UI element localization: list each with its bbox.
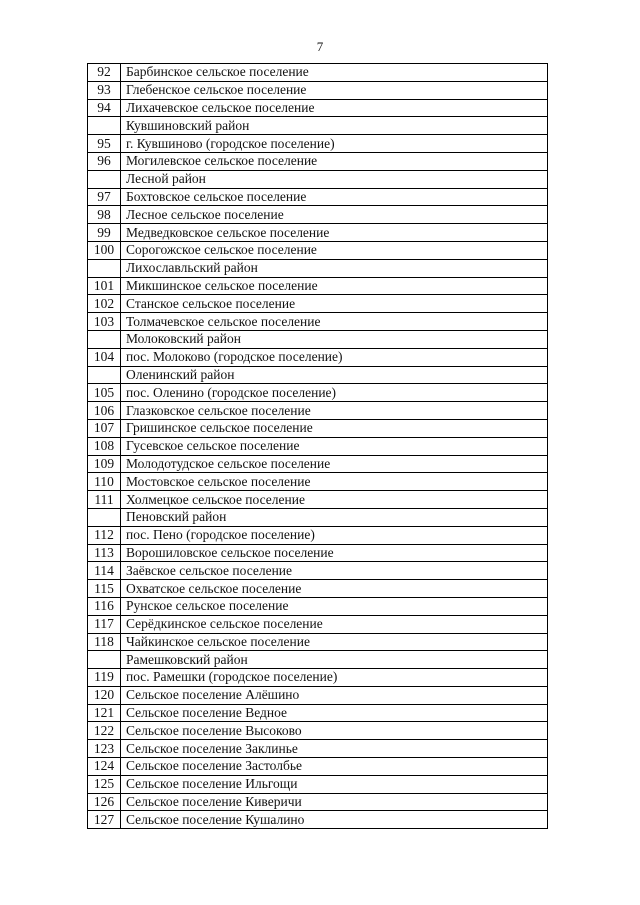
table-row: [88, 473, 548, 491]
row-number: 94: [88, 99, 121, 117]
district-header-row: [88, 117, 548, 135]
row-number: 124: [88, 758, 121, 776]
row-number: [88, 330, 121, 348]
table-row: [88, 615, 548, 633]
table-row: [88, 402, 548, 420]
district-header-row: [88, 259, 548, 277]
settlements-table: [87, 63, 548, 829]
district-name: Лихославльский район: [121, 259, 548, 277]
settlement-name: пос. Молоково (городское поселение): [121, 348, 548, 366]
table-row: [88, 384, 548, 402]
table-row: [88, 597, 548, 615]
row-number: 118: [88, 633, 121, 651]
table-row: [88, 775, 548, 793]
row-number: [88, 508, 121, 526]
district-name: Оленинский район: [121, 366, 548, 384]
row-number: 113: [88, 544, 121, 562]
settlement-name: Толмачевское сельское поселение: [121, 313, 548, 331]
page-number: 7: [316, 39, 324, 54]
settlement-name: Станское сельское поселение: [121, 295, 548, 313]
row-number: 126: [88, 793, 121, 811]
row-number: 100: [88, 241, 121, 259]
row-number: 115: [88, 580, 121, 598]
table-row: [88, 669, 548, 687]
table-row: [88, 758, 548, 776]
settlement-name: г. Кувшиново (городское поселение): [121, 135, 548, 153]
settlement-name: пос. Пено (городское поселение): [121, 526, 548, 544]
row-number: 106: [88, 402, 121, 420]
row-number: 121: [88, 704, 121, 722]
row-number: 105: [88, 384, 121, 402]
settlement-name: Глебенское сельское поселение: [121, 81, 548, 99]
settlement-name: Лесное сельское поселение: [121, 206, 548, 224]
table-row: [88, 64, 548, 82]
settlement-name: Глазковское сельское поселение: [121, 402, 548, 420]
row-number: 111: [88, 491, 121, 509]
settlement-name: Сельское поселение Кушалино: [121, 811, 548, 829]
settlement-name: Сельское поселение Ильгощи: [121, 775, 548, 793]
table-body: [88, 64, 548, 829]
table-row: [88, 633, 548, 651]
row-number: [88, 259, 121, 277]
row-number: 97: [88, 188, 121, 206]
row-number: [88, 651, 121, 669]
settlement-name: Сельское поселение Алёшино: [121, 686, 548, 704]
district-header-row: [88, 170, 548, 188]
settlement-name: Бохтовское сельское поселение: [121, 188, 548, 206]
settlement-name: пос. Оленино (городское поселение): [121, 384, 548, 402]
table-row: [88, 544, 548, 562]
district-header-row: [88, 330, 548, 348]
table-row: [88, 313, 548, 331]
settlement-name: Заёвское сельское поселение: [121, 562, 548, 580]
table-row: [88, 437, 548, 455]
row-number: 125: [88, 775, 121, 793]
settlement-name: Сельское поселение Киверичи: [121, 793, 548, 811]
row-number: 123: [88, 740, 121, 758]
district-name: Молоковский район: [121, 330, 548, 348]
table-row: [88, 740, 548, 758]
row-number: 109: [88, 455, 121, 473]
district-header-row: [88, 366, 548, 384]
table-row: [88, 419, 548, 437]
table-row: [88, 99, 548, 117]
settlement-name: Мостовское сельское поселение: [121, 473, 548, 491]
row-number: 116: [88, 597, 121, 615]
row-number: 95: [88, 135, 121, 153]
row-number: 92: [88, 64, 121, 82]
row-number: [88, 366, 121, 384]
settlement-name: Лихачевское сельское поселение: [121, 99, 548, 117]
table-row: [88, 580, 548, 598]
district-name: Пеновский район: [121, 508, 548, 526]
district-name: Рамешковский район: [121, 651, 548, 669]
row-number: [88, 170, 121, 188]
settlement-name: Могилевское сельское поселение: [121, 152, 548, 170]
settlement-name: Серёдкинское сельское поселение: [121, 615, 548, 633]
settlement-name: Гусевское сельское поселение: [121, 437, 548, 455]
table-row: [88, 526, 548, 544]
table-row: [88, 491, 548, 509]
table-row: [88, 152, 548, 170]
table-row: [88, 81, 548, 99]
row-number: 99: [88, 224, 121, 242]
row-number: 104: [88, 348, 121, 366]
table-row: [88, 188, 548, 206]
table-row: [88, 722, 548, 740]
table-row: [88, 277, 548, 295]
row-number: 107: [88, 419, 121, 437]
row-number: 119: [88, 669, 121, 687]
table-row: [88, 704, 548, 722]
row-number: 112: [88, 526, 121, 544]
table-row: [88, 241, 548, 259]
row-number: 114: [88, 562, 121, 580]
settlement-name: Рунское сельское поселение: [121, 597, 548, 615]
district-name: Лесной район: [121, 170, 548, 188]
row-number: [88, 117, 121, 135]
row-number: 101: [88, 277, 121, 295]
settlement-name: Сельское поселение Ведное: [121, 704, 548, 722]
settlement-name: Медведковское сельское поселение: [121, 224, 548, 242]
row-number: 93: [88, 81, 121, 99]
table-row: [88, 455, 548, 473]
settlement-name: Охватское сельское поселение: [121, 580, 548, 598]
row-number: 110: [88, 473, 121, 491]
settlement-name: пос. Рамешки (городское поселение): [121, 669, 548, 687]
row-number: 127: [88, 811, 121, 829]
settlement-name: Сорогожское сельское поселение: [121, 241, 548, 259]
row-number: 122: [88, 722, 121, 740]
settlement-name: Гришинское сельское поселение: [121, 419, 548, 437]
settlement-name: Сельское поселение Высоково: [121, 722, 548, 740]
settlement-name: Молодотудское сельское поселение: [121, 455, 548, 473]
table-row: [88, 135, 548, 153]
settlement-name: Чайкинское сельское поселение: [121, 633, 548, 651]
table-row: [88, 295, 548, 313]
settlement-name: Ворошиловское сельское поселение: [121, 544, 548, 562]
row-number: 96: [88, 152, 121, 170]
row-number: 120: [88, 686, 121, 704]
settlement-name: Сельское поселение Заклинье: [121, 740, 548, 758]
settlement-name: Барбинское сельское поселение: [121, 64, 548, 82]
row-number: 117: [88, 615, 121, 633]
settlement-name: Микшинское сельское поселение: [121, 277, 548, 295]
row-number: 108: [88, 437, 121, 455]
row-number: 103: [88, 313, 121, 331]
table-row: [88, 686, 548, 704]
row-number: 98: [88, 206, 121, 224]
table-row: [88, 348, 548, 366]
settlement-name: Холмецкое сельское поселение: [121, 491, 548, 509]
district-name: Кувшиновский район: [121, 117, 548, 135]
table-row: [88, 793, 548, 811]
district-header-row: [88, 651, 548, 669]
table-row: [88, 206, 548, 224]
table-row: [88, 562, 548, 580]
district-header-row: [88, 508, 548, 526]
table-row: [88, 811, 548, 829]
table-row: [88, 224, 548, 242]
settlement-name: Сельское поселение Застолбье: [121, 758, 548, 776]
row-number: 102: [88, 295, 121, 313]
